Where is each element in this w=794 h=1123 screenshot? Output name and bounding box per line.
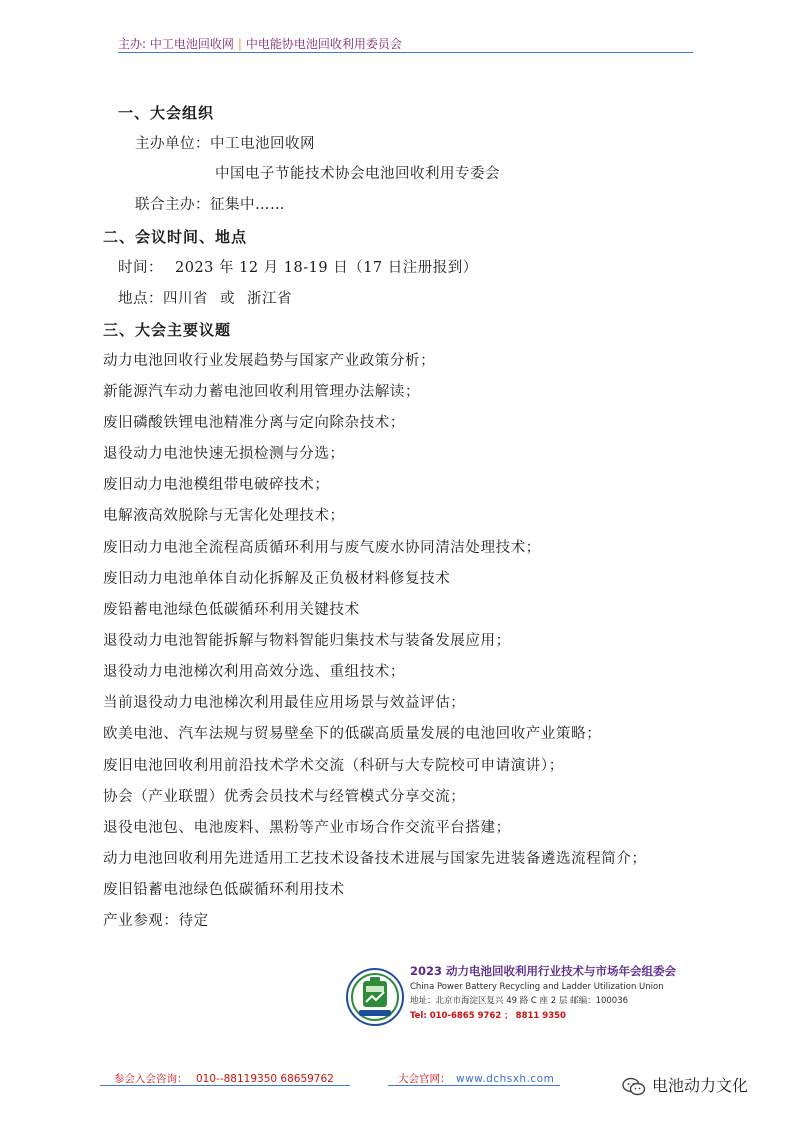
topic-item: 欧美电池、汽车法规与贸易壁垒下的低碳高质量发展的电池回收产业策略； — [103, 726, 602, 742]
consult-phones: 010--88119350 68659762 — [196, 1073, 334, 1085]
place-label: 地点： — [118, 291, 163, 307]
website-link[interactable]: www.dchsxh.com — [456, 1073, 555, 1085]
footer-underline — [388, 1085, 560, 1086]
topic-item: 动力电池回收行业发展趋势与国家产业政策分析； — [103, 353, 436, 369]
organizer-name-en: China Power Battery Recycling and Ladder Utilization Union — [410, 982, 664, 992]
organizer-tel: Tel: 010-6865 9762 ； 8811 9350 — [410, 1011, 566, 1021]
organizer-name-cn: 2023 动力电池回收利用行业技术与市场年会组委会 — [410, 964, 677, 978]
co-host-row — [135, 195, 285, 215]
page-footer — [100, 1072, 560, 1086]
topic-item: 退役动力电池快速无损检测与分选； — [103, 446, 345, 462]
topic-item: 废旧动力电池全流程高质循环利用与废气废水协同清洁处理技术； — [103, 540, 541, 556]
time-value: 2023 年 12 月 18-19 日（17 日注册报到） — [175, 260, 478, 276]
time-row — [118, 258, 478, 278]
topic-item: 废旧磷酸铁锂电池精准分离与定向除杂技术； — [103, 415, 405, 431]
co-host-label: 联合主办： — [135, 197, 210, 213]
wechat-watermark — [622, 1073, 748, 1099]
section2-title: 二、会议时间、地点 — [103, 228, 248, 246]
section3-title: 三、大会主要议题 — [103, 321, 232, 339]
topic-item: 电解液高效脱除与无害化处理技术； — [103, 508, 345, 524]
consult-label: 参会入会咨询： — [114, 1073, 188, 1085]
place-or: 或 — [220, 291, 235, 307]
topic-item: 退役电池包、电池废料、黑粉等产业市场合作交流平台搭建； — [103, 820, 511, 836]
host-1: 中工电池回收网 — [210, 136, 315, 152]
time-label: 时间： — [118, 260, 163, 276]
wechat-icon — [622, 1077, 646, 1097]
header-committee: 中电能协电池回收利用委员会 — [245, 37, 402, 51]
topic-item: 协会（产业联盟）优秀会员技术与经管模式分享交流； — [103, 789, 466, 805]
union-logo-icon — [346, 968, 404, 1026]
topic-item: 废旧铅蓄电池绿色低碳循环利用技术 — [103, 882, 345, 898]
topic-item: 动力电池回收利用先进适用工艺技术设备技术进展与国家先进装备遴选流程简介； — [103, 851, 647, 867]
topic-item: 废旧电池回收利用前沿技术学术交流（科研与大专院校可申请演讲）； — [103, 758, 564, 774]
section1-title: 一、大会组织 — [118, 104, 215, 122]
header-separator: | — [237, 37, 242, 51]
organizer-address: 地址：北京市海淀区复兴 49 路 C 座 2 层 邮编：100036 — [410, 996, 629, 1006]
topic-item: 产业参观：待定 — [103, 913, 209, 929]
topic-item: 废旧动力电池单体自动化拆解及正负极材料修复技术 — [103, 571, 451, 587]
place-zhejiang: 浙江省 — [247, 291, 292, 307]
place-sichuan: 四川省 — [163, 291, 208, 307]
header-host: 主办: 中工电池回收网 — [118, 37, 234, 51]
host-row — [135, 134, 315, 154]
topic-item: 当前退役动力电池梯次利用最佳应用场景与效益评估； — [103, 695, 466, 711]
footer-underline — [100, 1085, 350, 1086]
wechat-account-name: 电池动力文化 — [652, 1076, 749, 1095]
topic-item: 退役动力电池智能拆解与物料智能归集技术与装备发展应用； — [103, 633, 511, 649]
host-2: 中国电子节能技术协会电池回收利用专委会 — [215, 166, 500, 182]
topic-item: 退役动力电池梯次利用高效分选、重组技术； — [103, 664, 405, 680]
co-host-value: 征集中…… — [210, 197, 285, 213]
host-label: 主办单位： — [135, 136, 210, 152]
website-label: 大会官网： — [398, 1073, 451, 1085]
page-header — [118, 36, 693, 53]
organizer-info — [410, 963, 710, 1024]
topic-item: 新能源汽车动力蓄电池回收利用管理办法解读； — [103, 384, 421, 400]
topic-item: 废旧动力电池模组带电破碎技术； — [103, 477, 330, 493]
topic-item: 废铅蓄电池绿色低碳循环利用关键技术 — [103, 602, 360, 618]
place-row — [118, 289, 292, 309]
